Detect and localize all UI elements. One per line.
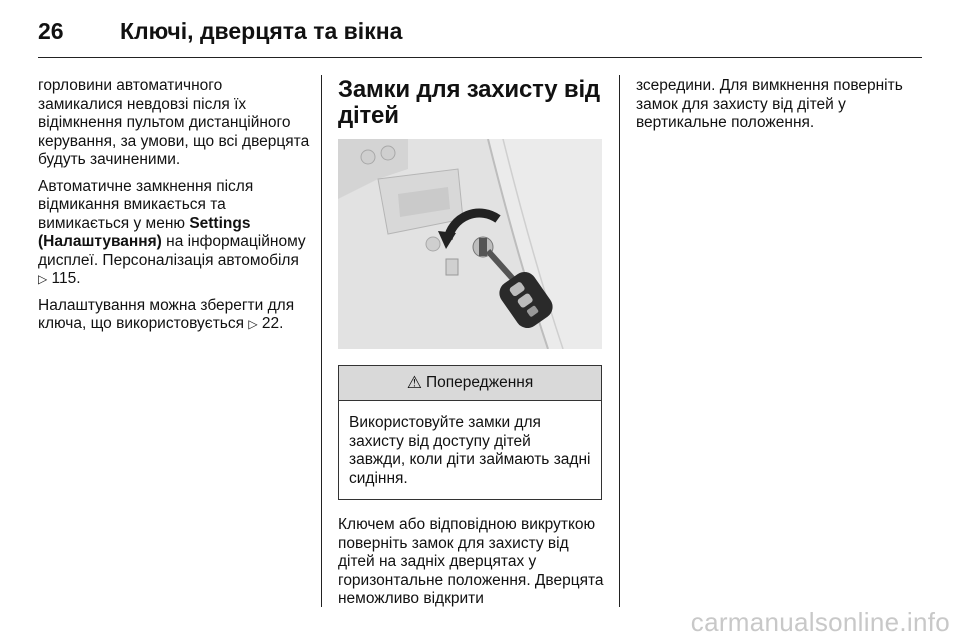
warning-box <box>338 365 602 500</box>
watermark: carmanualsonline.info <box>690 607 950 637</box>
page-title: Ключі, дверцята та вікна <box>120 18 403 44</box>
column-divider <box>619 75 620 607</box>
paragraph: Налаштування можна зберегти для ключа, що використовується ▷ 22. <box>38 296 295 332</box>
header-rule <box>38 57 922 58</box>
paragraph: Ключем або відповідною викруткою поверніть замок для захисту від дітей на задніх дверцятах у горизонтальне положення. Дверцята неможливо відкрити <box>338 516 604 607</box>
section-title: Замки для захисту від дітей <box>338 76 600 129</box>
warning-header <box>339 366 601 401</box>
column-1 <box>38 77 310 342</box>
warning-label: Попередження <box>426 373 534 391</box>
page-reference[interactable]: 115. <box>51 270 81 287</box>
column-2 <box>338 77 606 617</box>
warning-text: Використовуйте замки для захисту від доступу дітей завжди, коли діти займають задні сидіння. <box>349 414 591 487</box>
menu-reference: Settings (Налаштування) <box>38 214 251 250</box>
arrow-right-icon[interactable]: ▷ <box>248 317 258 331</box>
paragraph: Автоматичне замкнення після відмикання вмикається та вимикається у меню Settings (Налаштування) на інформаційному дисплеї. Персоналізація автомобіля ▷ 115. <box>38 177 306 287</box>
warning-triangle-icon: ⚠ <box>406 372 422 392</box>
child-lock-illustration <box>338 139 602 349</box>
page-number: 26 <box>38 18 64 44</box>
column-divider <box>321 75 322 607</box>
paragraph: зсередини. Для вимкнення поверніть замок для захисту від дітей у вертикальне положення. <box>636 77 903 131</box>
arrow-right-icon[interactable]: ▷ <box>38 272 48 286</box>
column-3 <box>636 77 912 141</box>
page-reference[interactable]: 22. <box>261 315 284 332</box>
paragraph: горловини автоматичного замикалися невдовзі після їх відімкнення пультом дистанційного керування, за умови, що всі дверцята будуть зачиненими. <box>38 77 310 168</box>
